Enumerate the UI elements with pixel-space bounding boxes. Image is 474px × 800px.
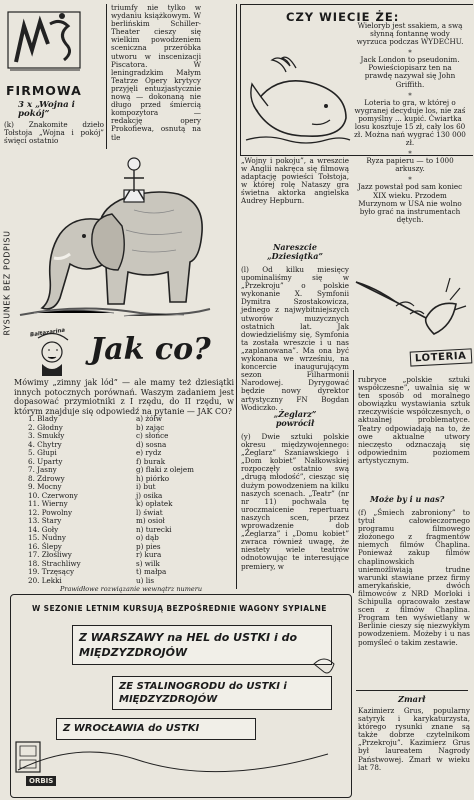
fact-item: Jazz powstał pod sam koniec XIX wieku. Przodem Murzynom w USA nie wolno było grać na instrumentach dętych. xyxy=(357,182,463,224)
dziesiatka-title: Nareszcie „Dziesiątka” xyxy=(267,242,323,261)
answer-item: i) but xyxy=(136,482,156,491)
orbis-logo: ORBIS xyxy=(26,776,56,786)
zmarl-title: Zmarł xyxy=(398,694,426,704)
adjective-item: 20. Lekki xyxy=(28,575,62,585)
adjective-item: 4. Chytry xyxy=(28,439,62,449)
adjective-item: 13. Stary xyxy=(28,516,62,525)
adjective-item: 10. Czerwony xyxy=(28,490,78,500)
miniatura-logo xyxy=(4,4,88,80)
adjective-list xyxy=(28,415,108,585)
adjective-item: 18. Strachliwy xyxy=(28,558,81,568)
fact-separator-icon: * xyxy=(408,176,412,185)
elephant-cartoon-illustration xyxy=(14,150,214,325)
answer-item: g) flaki z olejem xyxy=(136,465,194,474)
adjective-item: 9. Mocny xyxy=(28,482,62,491)
answer-item: a) żółw xyxy=(136,414,162,423)
fact-item: Loteria to gra, w której o wygranej decyduje los, nie zaś pomyślny ... kupić. Ćwiartka losu kosztuje 15 zł, cały los 60 zł. Można nań wygrać 130 000 zł. xyxy=(354,97,466,148)
answer-item: u) lis xyxy=(136,575,155,585)
jak-co-title: Jak co? xyxy=(90,332,211,367)
miniatura-col2: triumfy nie tylko w wydaniu książkowym. W berlińskim Schiller-Theater cieszy się wielkim powodzeniem sceniczna przeróbka utworu w inscenizacji Piscatora. W leningradzkim Małym Teatrze Opery krytycy przyjęli entuzjastycznie nową — dokonaną nie długo przed śmiercią kompozytora — redakcję opery Prokofiewa, osnutą na tle xyxy=(111,3,201,142)
answer-item: n) turecki xyxy=(136,524,172,534)
miniatura-continued: „Wojny i pokoju”, a wreszcie w Anglii nakręca się filmową adaptację powieści Tołstoja, w której rolę Nataszy gra świetna aktorka angielska Audrey Hepburn. xyxy=(241,156,349,206)
trumpet-icon xyxy=(350,270,468,352)
fact-separator-icon: * xyxy=(408,150,412,159)
adjective-item: 15. Nudny xyxy=(28,533,66,542)
adjective-item: 6. Uparty xyxy=(28,456,63,466)
answer-item: f) burak xyxy=(136,456,166,466)
adjective-item: 14. Goły xyxy=(28,524,59,534)
signature: Baltazarina xyxy=(29,327,66,339)
adjective-item: 16. Ślepy xyxy=(28,541,62,551)
adjective-item: 2. Głodny xyxy=(28,422,63,432)
sidebar-caption: RYSUNEK BEZ PODPISU xyxy=(2,230,12,336)
fact-item: Wieloryb jest ssakiem, a swą słynną fontannę wody wyrzuca podczas WYDECHU. xyxy=(356,21,464,47)
column-divider xyxy=(353,370,354,593)
adjective-item: 7. Jasny xyxy=(28,465,57,474)
lead-title: 3 x „Wojna i pokój” xyxy=(18,100,75,119)
answer-item: r) kura xyxy=(136,550,162,559)
adjective-item: 12. Powolny xyxy=(28,507,73,517)
jak-co-footer: Prawidłowe rozwiązanie wewnątrz numeru xyxy=(60,585,203,593)
answer-item: d) sosna xyxy=(136,439,167,449)
divider xyxy=(356,690,468,691)
zeglarz-text: (y) Dwie sztuki polskie okresu międzywojennego: „Żeglarz” Szaniawskiego i „Dom kobiet” Nałkowskiej rozpoczęły ostatnio swą „drugą młodość”, ciesząc się dużym powodzeniem na kilku naszych scenach. „Teatr” (nr nr 11) pochwala tę uroczmaicenie repertuaru naszych scen, przez wprowadzenie dob „Żeglarza” i „Domu kobiet” zwraca również uwagę, że niestety wiele teatrów odnotowując te interesujące premiery, w xyxy=(241,432,349,571)
answer-item: s) wilk xyxy=(136,558,160,568)
answer-item: h) piórko xyxy=(136,473,170,483)
polskie-sztuki-text: rubryce „polskie sztuki współczesne”, uwalnia się w ten sposób od moralnego obowiązku wystawiania sztuk rzeczywiście współczesnych, o aktualnej problematyce. Teatry odpowiadają na to, że owe aktualne utwory nieczęsto odznaczają się odpowiednim poziomem artystycznym. xyxy=(358,375,470,465)
answer-item: k) opłatek xyxy=(136,499,173,508)
column-divider xyxy=(106,4,107,149)
fact-separator-icon: * xyxy=(408,91,412,100)
czy-wiecie-header: CZY WIECIE ŻE: xyxy=(286,10,400,24)
loteria-label: LOTERIA xyxy=(410,348,472,366)
adjective-item: 3. Smukły xyxy=(28,431,65,440)
route-warszawa: Z WARSZAWY na HEL do USTKI i do MIĘDZYZDROJÓW xyxy=(72,625,332,665)
fact-item: Ryza papieru — to 1000 arkuszy. xyxy=(366,156,454,174)
adjective-item: 11. Wierny xyxy=(28,499,68,508)
zeglarz-title: „Żeglarz” powrócił xyxy=(273,409,317,428)
adjective-item: 5. Głupi xyxy=(28,448,57,457)
chaplin-title: Może by i u nas? xyxy=(370,494,445,504)
jak-co-intro: Mówimy „zimny jak lód” — ale mamy też dziesiątki innych potocznych porównań. Waszym zadaniem jest dopasować przymiotniki z I rzędu, do II rzędu, w którym znajduje się odpowiedź na pytanie — JAK CO? xyxy=(14,378,234,416)
whale-icon xyxy=(244,28,354,148)
answer-item: t) małpa xyxy=(136,567,167,576)
answer-item: l) świat xyxy=(136,507,163,517)
fact-item: Jack London to pseudonim. Powieściopisarz ten na prawdę nazywał się John Griffith. xyxy=(360,55,460,89)
dziesiatka-text: (l) Od kilku miesięcy upominaliśmy się w „Przekroju” o polskie wykonanie X. Symfonii Dymitra Szostakowicza, jednego z najwybitniejszych utworów muzycznych ostatnich lat. Jak dowiedzieliśmy się, Symfonia ta została wreszcie i u nas „zaplanowana”. Ma ona być wykonana we wrześniu, na koncercie inaugurującym sezon Filharmonii Narodowej. Dyrygować będzie nowy dyrektor artystyczny FN Bogdan Wodiczko. xyxy=(241,265,349,412)
adjective-item: 8. Zdrowy xyxy=(28,473,65,483)
miniatura-col1: (k) Znakomite dzieło Tołstoja „Wojna i pokój” święci ostatnio xyxy=(4,120,104,146)
adjective-item: 1. Blady xyxy=(28,414,58,423)
answer-item: p) pies xyxy=(136,541,161,551)
facts-list xyxy=(354,22,466,282)
sidebar-caption-wrap xyxy=(0,230,14,340)
sleeping-car-illustration xyxy=(14,640,344,790)
answer-item: b) zając xyxy=(136,422,165,432)
answer-item: e) rydz xyxy=(136,448,162,457)
answer-list xyxy=(136,415,236,585)
answer-item: j) osika xyxy=(136,490,163,500)
answer-item: c) słońce xyxy=(136,431,169,440)
section-title: FIRMOWA xyxy=(6,83,82,98)
chaplin-text: (f) „Śmiech zabroniony” to tytuł całowieczornego programu filmowego złożonego z fragmentów niemych filmów Chaplina. Ponieważ zakup filmów chaplinowskich uniemożliwiają trudne warunki stawiane przez firmy amerykańskie, dwóch filmowców z NRD Morloki i Schipulla opracowało zestaw scen z filmów Chaplina. Program ten wyświetlany w Berlinie cieszy się niezwykłym powodzeniem. Możeby i u nas pomyśleć o takim zestawie. xyxy=(358,508,470,647)
answer-item: o) dąb xyxy=(136,533,159,542)
route-wroclaw: Z WROCŁAWIA do USTKI xyxy=(56,718,256,740)
ad-headline: W SEZONIE LETNIM KURSUJĄ BEZPOŚREDNIE WAGONY SYPIALNE xyxy=(32,604,327,613)
column-divider xyxy=(236,4,237,589)
adjective-item: 17. Złośliwy xyxy=(28,550,72,559)
answer-item: m) osioł xyxy=(136,516,165,525)
fact-separator-icon: * xyxy=(408,49,412,58)
zmarl-text: Kazimierz Grus, popularny satyryk i karykaturzysta, którego rysunki znane są także dobrze czytelnikom „Przekroju”. Kazimierz Grus był laureatem Nagrody Państwowej. Zmarł w wieku lat 78. xyxy=(358,706,470,772)
route-stalinograd: ZE STALINOGRODU do USTKI i MIĘDZYZDROJÓW xyxy=(112,676,332,710)
adjective-item: 19. Trzęsący xyxy=(28,567,75,576)
